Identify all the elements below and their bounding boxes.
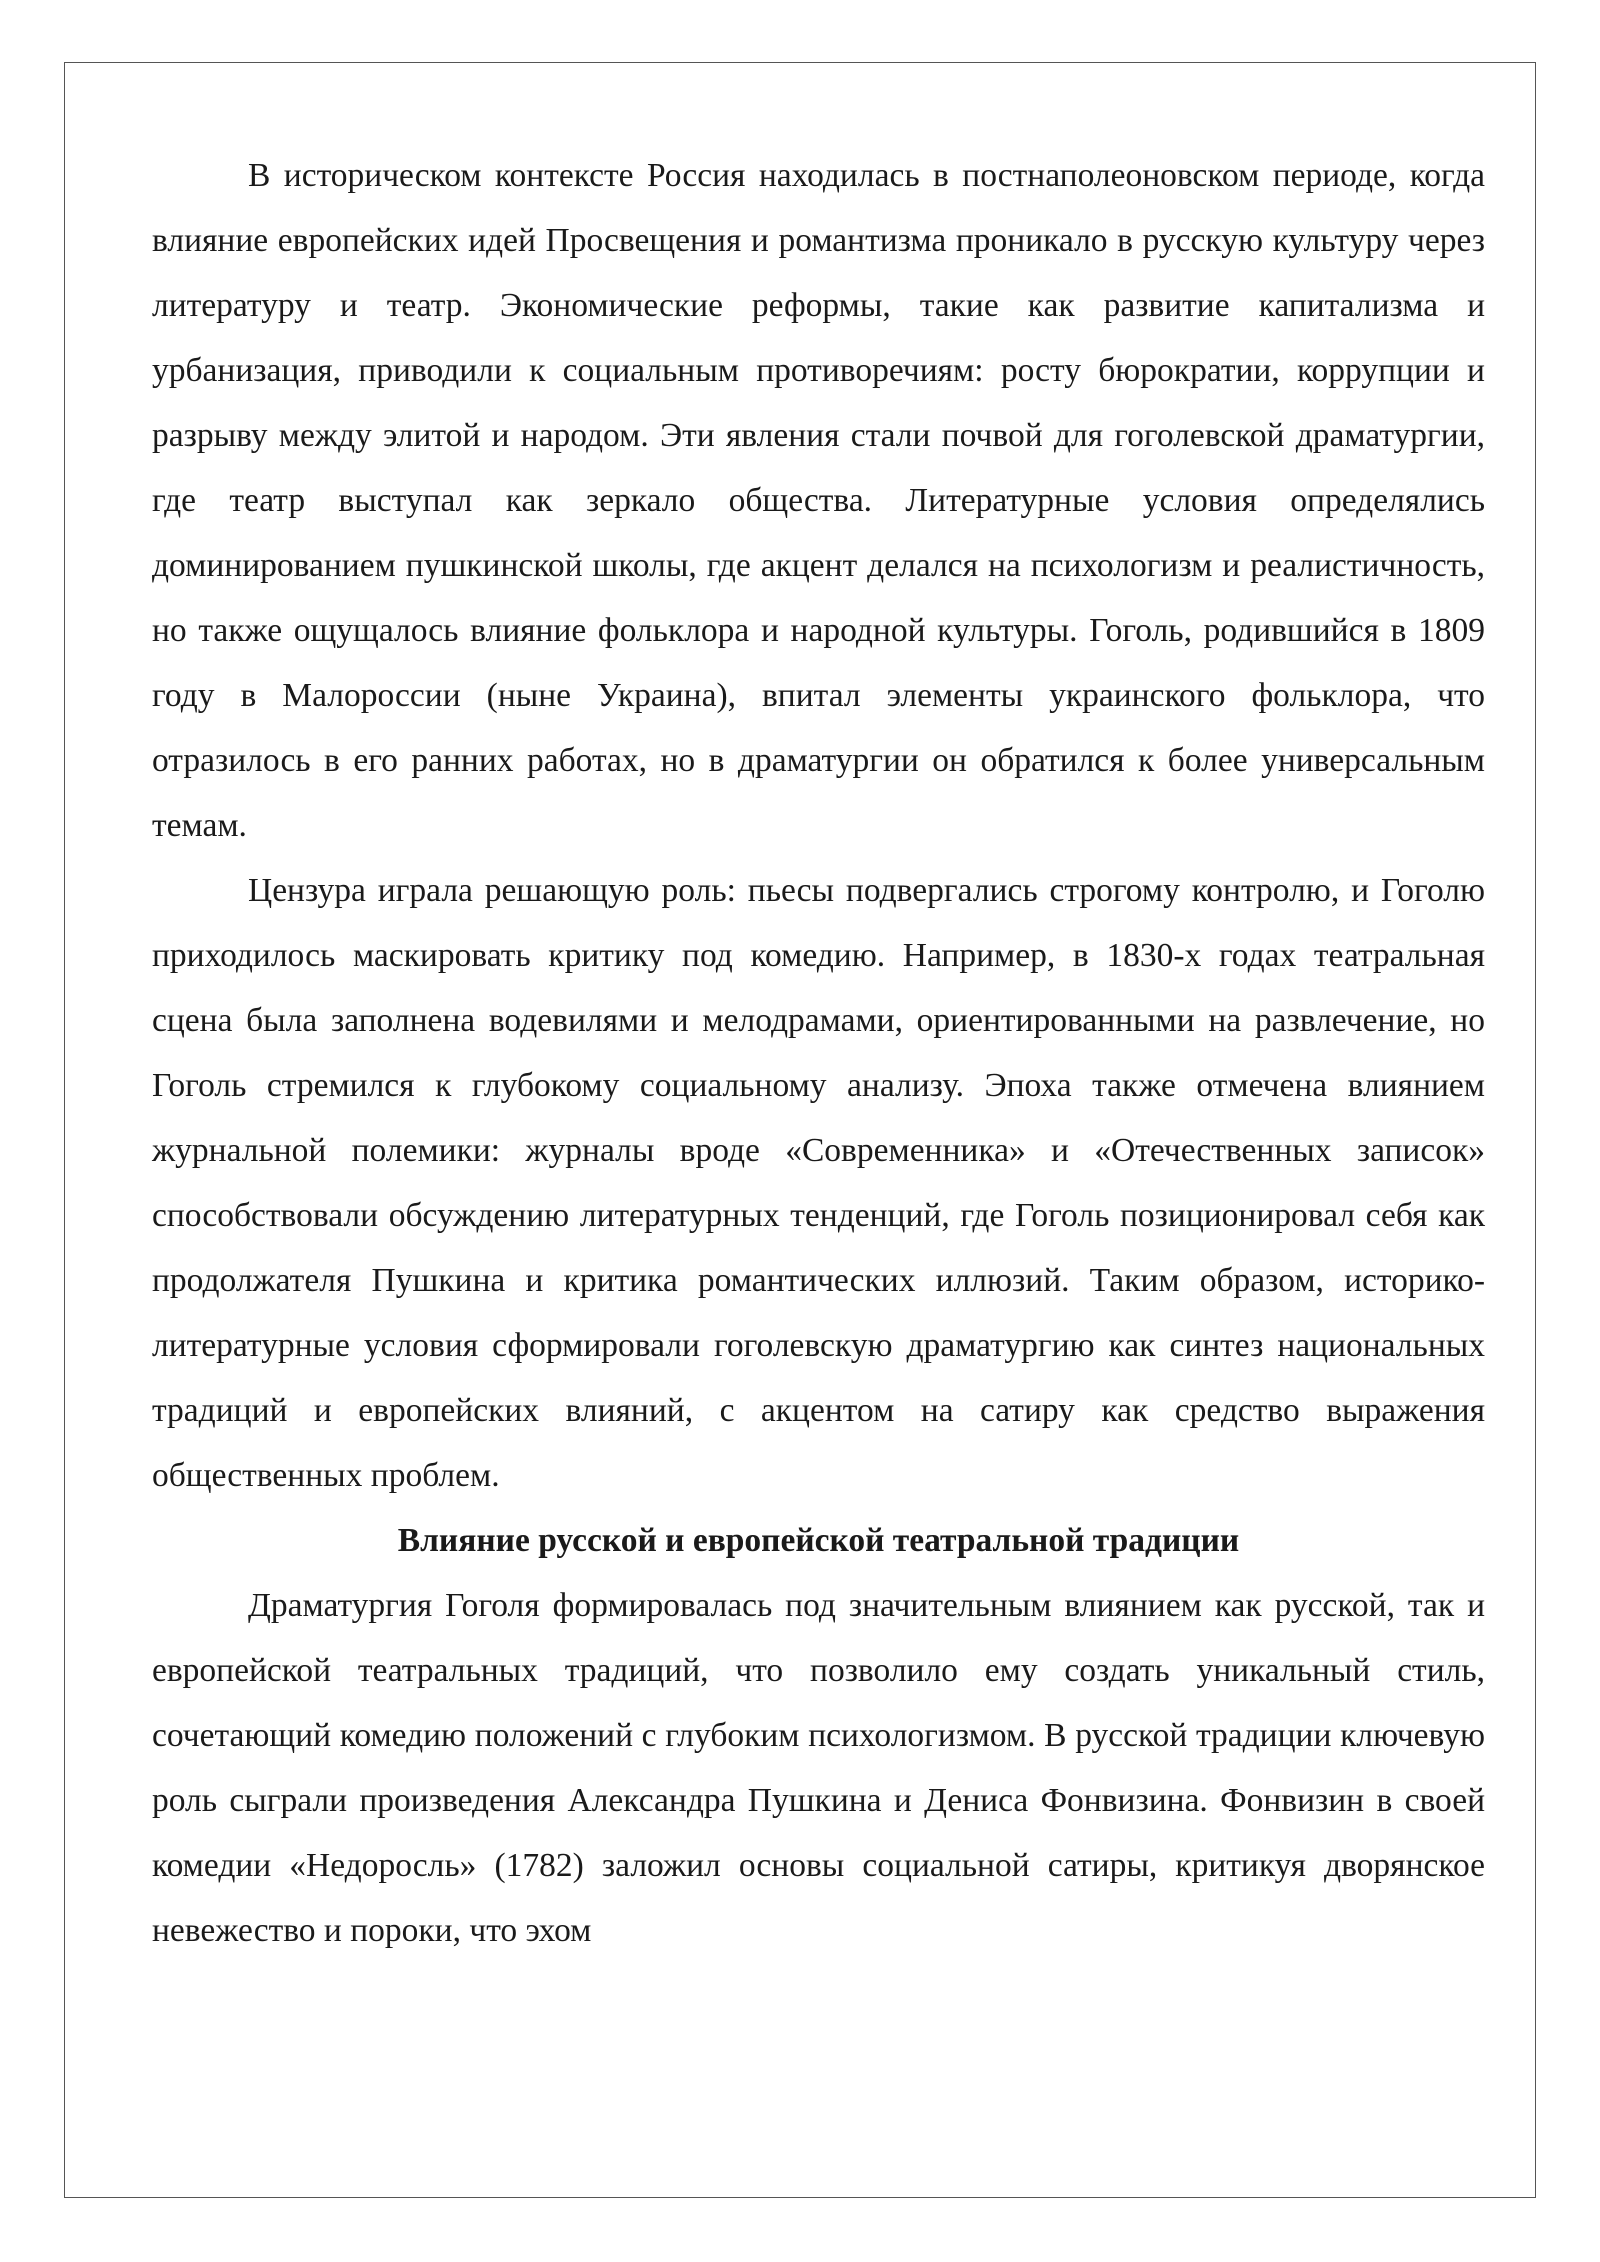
section-heading: Влияние русской и европейской театральной традиции bbox=[397, 1522, 1240, 1559]
paragraph: Цензура играла решающую роль: пьесы подвергались строгому контролю, и Гоголю приходилось маскировать критику под комедию. Например, в 1830-х годах театральная сцена была заполнена водевилями и мелодрамами, ориентированными на развлечение, но Гоголь стремился к глубокому социальному анализу. Эпоха также отмечена влиянием журнальной полемики: журналы вроде «Современника» и «Отечественных записок» способствовали обсуждению литературных тенденций, где Гоголь позиционировал себя как продолжателя Пушкина и критика романтических иллюзий. Таким образом, историко-литературные условия сформировали гоголевскую драматургию как синтез национальных традиций и европейских влияний, с акцентом на сатиру как средство выражения общественных проблем. bbox=[152, 872, 1485, 1494]
paragraph: Драматургия Гоголя формировалась под значительным влиянием как русской, так и европейской театральных традиций, что позволило ему создать уникальный стиль, сочетающий комедию положений с глубоким психологизмом. В русской традиции ключевую роль сыграли произведения Александра Пушкина и Дениса Фонвизина. Фонвизин в своей комедии «Недоросль» (1782) заложил основы социальной сатиры, критикуя дворянское невежество и пороки, что эхом bbox=[152, 1587, 1485, 1949]
document-body bbox=[152, 143, 1485, 1963]
paragraph: В историческом контексте Россия находилась в постнаполеоновском периоде, когда влияние европейских идей Просвещения и романтизма проникало в русскую культуру через литературу и театр. Экономические реформы, такие как развитие капитализма и урбанизация, приводили к социальным противоречиям: росту бюрократии, коррупции и разрыву между элитой и народом. Эти явления стали почвой для гоголевской драматургии, где театр выступал как зеркало общества. Литературные условия определялись доминированием пушкинской школы, где акцент делался на психологизм и реалистичность, но также ощущалось влияние фольклора и народной культуры. Гоголь, родившийся в 1809 году в Малороссии (ныне Украина), впитал элементы украинского фольклора, что отразилось в его ранних работах, но в драматургии он обратился к более универсальным темам. bbox=[152, 157, 1485, 844]
